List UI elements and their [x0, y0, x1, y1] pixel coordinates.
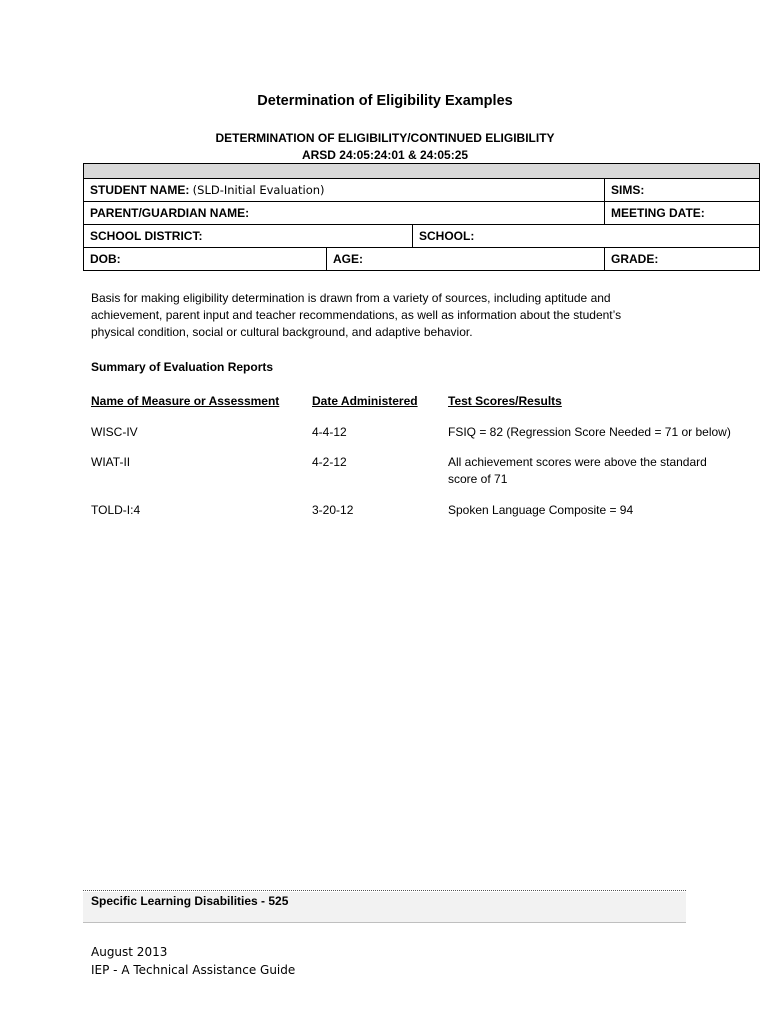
grade-label: GRADE:	[611, 252, 659, 266]
page-title: Determination of Eligibility Examples	[257, 93, 513, 109]
student-name-label: STUDENT NAME:	[90, 183, 190, 197]
age-cell[interactable]	[327, 248, 605, 271]
table-row	[84, 225, 760, 248]
shaded-header-cell	[84, 164, 760, 179]
student-name-value: (SLD-Initial Evaluation)	[192, 183, 325, 197]
sims-cell[interactable]	[605, 179, 760, 202]
meeting-date-cell[interactable]	[605, 202, 760, 225]
basis-paragraph: Basis for making eligibility determination is drawn from a variety of sources, including aptitude and achievement, parent input and teacher recommendations, as well as information about the student’s physical condition, social or cultural background, and adaptive behavior.	[91, 291, 622, 339]
footer-date: August 2013	[91, 945, 168, 959]
summary-heading: Summary of Evaluation Reports	[91, 360, 274, 374]
form-heading-line-2: ARSD 24:05:24:01 & 24:05:25	[301, 148, 469, 162]
meeting-date-label: MEETING DATE:	[611, 206, 705, 220]
parent-guardian-cell[interactable]	[84, 202, 605, 225]
school-district-label: SCHOOL DISTRICT:	[90, 229, 203, 243]
footer-section-label: Specific Learning Disabilities - 525	[91, 894, 289, 908]
row-date: 4-2-12	[312, 455, 347, 469]
school-district-cell[interactable]	[84, 225, 413, 248]
table-row	[84, 202, 760, 225]
row-result-continued: score of 71	[448, 472, 508, 486]
parent-guardian-label: PARENT/GUARDIAN NAME:	[90, 206, 250, 220]
row-result: FSIQ = 82 (Regression Score Needed = 71 or below)	[448, 425, 731, 439]
footer-meta	[91, 943, 295, 979]
student-name-cell[interactable]	[84, 179, 605, 202]
table-shaded-header-row	[84, 164, 760, 179]
grade-cell[interactable]	[605, 248, 760, 271]
row-result: Spoken Language Composite = 94	[448, 503, 634, 517]
school-label: SCHOOL:	[419, 229, 475, 243]
form-heading-line-1: DETERMINATION OF ELIGIBILITY/CONTINUED ELIGIBILITY	[215, 131, 555, 145]
row-measure: TOLD-I:4	[91, 503, 141, 517]
row-measure: WIAT-II	[91, 455, 131, 469]
row-result: All achievement scores were above the standard	[448, 455, 707, 469]
student-info-table	[83, 163, 760, 271]
footer-guide-title: IEP - A Technical Assistance Guide	[91, 963, 296, 977]
table-row	[84, 248, 760, 271]
column-header-measure: Name of Measure or Assessment	[91, 394, 280, 408]
age-label: AGE:	[333, 252, 363, 266]
dob-label: DOB:	[90, 252, 121, 266]
column-header-date: Date Administered	[312, 394, 418, 408]
school-cell[interactable]	[413, 225, 760, 248]
table-row	[84, 179, 760, 202]
form-heading	[0, 130, 770, 164]
footer-rule	[83, 890, 686, 891]
row-date: 3-20-12	[312, 503, 354, 517]
row-date: 4-4-12	[312, 425, 347, 439]
dob-cell[interactable]	[84, 248, 327, 271]
row-measure: WISC-IV	[91, 425, 138, 439]
sims-label: SIMS:	[611, 183, 645, 197]
column-header-results: Test Scores/Results	[448, 394, 562, 408]
